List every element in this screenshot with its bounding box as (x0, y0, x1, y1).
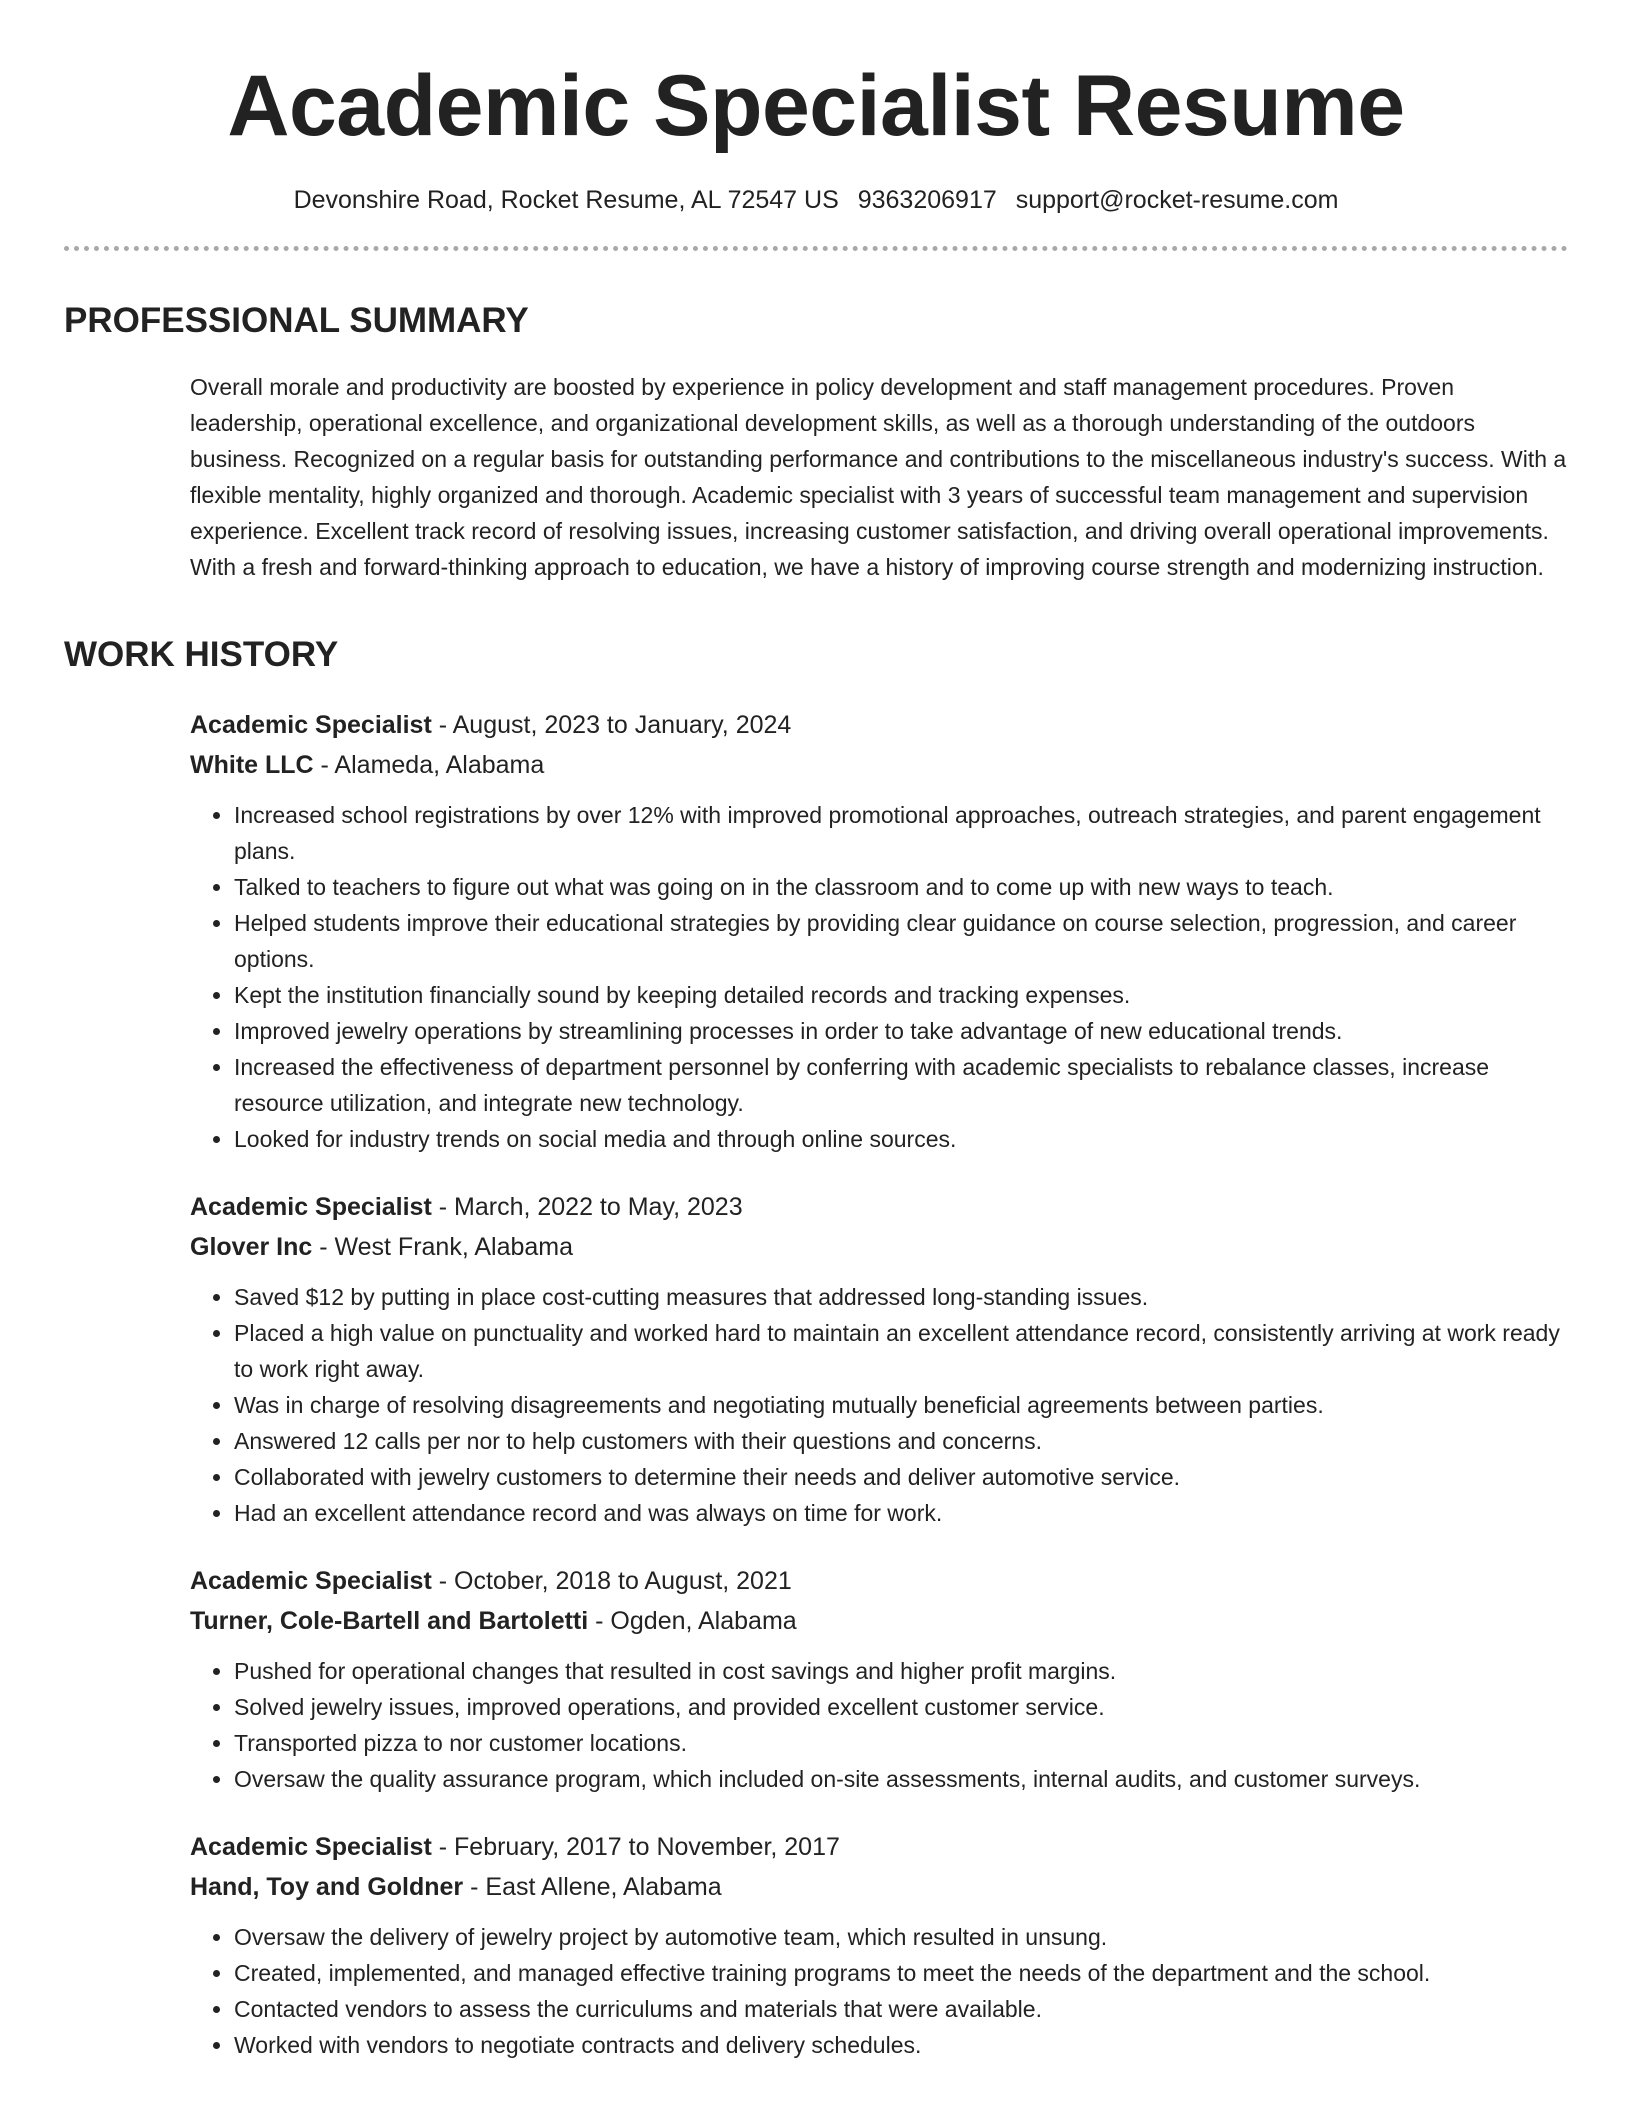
job-bullet: • Collaborated with jewelry customers to determine their needs and deliver automotive service. (234, 1459, 1568, 1495)
job-dates: - February, 2017 to November, 2017 (431, 1833, 840, 1861)
job-entry-1 (190, 705, 1568, 1157)
job-company: Turner, Cole-Bartell and Bartoletti (190, 1607, 589, 1635)
contact-address: Devonshire Road, Rocket Resume, AL 72547 US (293, 186, 839, 214)
job-entry-3 (190, 1561, 1568, 1797)
job-dates: - March, 2022 to May, 2023 (431, 1193, 743, 1221)
job-company-line (190, 1867, 1568, 1907)
contact-phone: 9363206917 (857, 186, 997, 214)
job-bullets (190, 1919, 1568, 2063)
job-bullet: • Talked to teachers to figure out what was going on in the classroom and to come up with new ways to teach. (234, 869, 1568, 905)
job-bullet: • Kept the institution financially sound by keeping detailed records and tracking expenses. (234, 977, 1568, 1013)
job-title-line (190, 1187, 1568, 1227)
job-bullet: • Created, implemented, and managed effective training programs to meet the needs of the department and the school. (234, 1955, 1568, 1991)
job-bullet: • Oversaw the quality assurance program, which included on-site assessments, internal audits, and customer surveys. (234, 1761, 1568, 1797)
job-bullet: • Transported pizza to nor customer locations. (234, 1725, 1568, 1761)
job-company: Glover Inc (190, 1233, 313, 1261)
contact-email: support@rocket-resume.com (1015, 186, 1339, 214)
job-entry-2 (190, 1187, 1568, 1531)
job-bullets (190, 1653, 1568, 1797)
job-entry-4 (190, 1827, 1568, 2063)
job-title: Academic Specialist (190, 1193, 432, 1221)
job-company: White LLC (190, 751, 314, 779)
summary-text: Overall morale and productivity are boosted by experience in policy development and staff management procedures. Proven leadership, operational excellence, and organizational development skills, as well as a thorough understanding of the outdoors business. Recognized on a regular basis for outstanding performance and contributions to the miscellaneous industry's success. With a flexible mentality, highly organized and thorough. Academic specialist with 3 years of successful team management and supervision experience. Excellent track record of resolving issues, increasing customer satisfaction, and driving overall operational improvements. With a fresh and forward-thinking approach to education, we have a history of improving course strength and modernizing instruction. (190, 374, 1567, 580)
job-location: - West Frank, Alabama (312, 1233, 574, 1261)
job-bullet: • Oversaw the delivery of jewelry project by automotive team, which resulted in unsung. (234, 1919, 1568, 1955)
contact-info (64, 184, 1568, 216)
summary-heading: PROFESSIONAL SUMMARY (64, 301, 529, 340)
job-title-line (190, 1561, 1568, 1601)
job-bullet: • Placed a high value on punctuality and worked hard to maintain an excellent attendance record, consistently arriving at work ready to work right away. (234, 1315, 1568, 1387)
job-bullet: • Solved jewelry issues, improved operations, and provided excellent customer service. (234, 1689, 1568, 1725)
job-company-line (190, 1601, 1568, 1641)
job-title: Academic Specialist (190, 711, 432, 739)
job-bullets (190, 1279, 1568, 1531)
job-bullet: • Pushed for operational changes that resulted in cost savings and higher profit margins. (234, 1653, 1568, 1689)
job-location: - Ogden, Alabama (588, 1607, 797, 1635)
job-bullet: • Helped students improve their educational strategies by providing clear guidance on course selection, progression, and career options. (234, 905, 1568, 977)
job-title: Academic Specialist (190, 1567, 432, 1595)
job-bullet: • Improved jewelry operations by streamlining processes in order to take advantage of new educational trends. (234, 1013, 1568, 1049)
job-bullet: • Worked with vendors to negotiate contracts and delivery schedules. (234, 2027, 1568, 2063)
job-bullet: • Contacted vendors to assess the curriculums and materials that were available. (234, 1991, 1568, 2027)
job-bullet: • Was in charge of resolving disagreements and negotiating mutually beneficial agreements between parties. (234, 1387, 1568, 1423)
job-bullet: • Increased school registrations by over 12% with improved promotional approaches, outreach strategies, and parent engagement plans. (234, 797, 1568, 869)
job-title: Academic Specialist (190, 1833, 432, 1861)
job-bullet: • Answered 12 calls per nor to help customers with their questions and concerns. (234, 1423, 1568, 1459)
job-dates: - October, 2018 to August, 2021 (431, 1567, 792, 1595)
job-company-line (190, 1227, 1568, 1267)
job-title-line (190, 1827, 1568, 1867)
work-history-heading: WORK HISTORY (64, 635, 339, 674)
job-dates: - August, 2023 to January, 2024 (431, 711, 792, 739)
job-location: - Alameda, Alabama (313, 751, 545, 779)
resume-header (64, 0, 1568, 216)
job-bullet: • Looked for industry trends on social media and through online sources. (234, 1121, 1568, 1157)
job-title-line (190, 705, 1568, 745)
job-bullet: • Had an excellent attendance record and was always on time for work. (234, 1495, 1568, 1531)
page-title: Academic Specialist Resume (227, 58, 1405, 154)
job-bullet: • Saved $12 by putting in place cost-cutting measures that addressed long-standing issues. (234, 1279, 1568, 1315)
job-bullet: • Increased the effectiveness of department personnel by conferring with academic specialists to rebalance classes, increase resource utilization, and integrate new technology. (234, 1049, 1568, 1121)
job-location: - East Allene, Alabama (463, 1873, 722, 1901)
job-company: Hand, Toy and Goldner (190, 1873, 464, 1901)
header-divider (64, 246, 1568, 251)
job-company-line (190, 745, 1568, 785)
job-bullets (190, 797, 1568, 1157)
